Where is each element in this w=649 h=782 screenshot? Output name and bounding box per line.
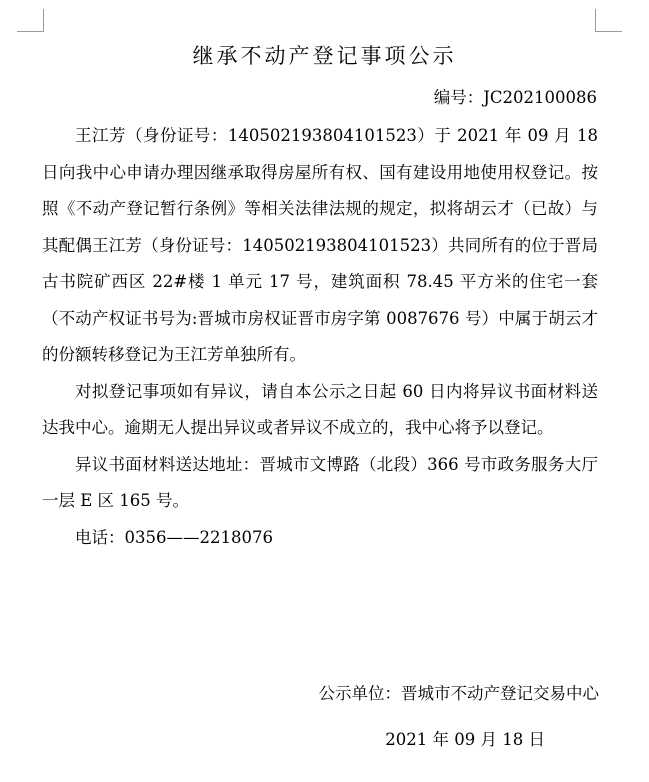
- contact-phone: 电话：0356——2218076: [75, 527, 273, 547]
- document-body: [42, 118, 598, 556]
- publication-date: 2021 年 09 月 18 日: [385, 730, 545, 749]
- document-title: 继承不动产登记事项公示: [192, 44, 457, 68]
- crop-mark-top-right: [595, 9, 622, 32]
- paragraph-application: 王江芳（身份证号：140502193804101523）于 2021 年 09 月 18 日向我中心申请办理因继承取得房屋所有权、国有建设用地使用权登记。按照《不动产登记暂行条例》等相关法律法规的规定，拟将胡云才（已故）与其配偶王江芳（身份证号：140502193804101523）共同所有的位于晋局古书院矿西区 22#楼 1 单元 17 号，建筑面积 78.45 平方米的住宅一套（不动产权证书号为:晋城市房权证晋市房字第 0087676 号）中属于胡云才的份额转移登记为王江芳单独所有。: [42, 126, 598, 364]
- document-number: 编号：JC202100086: [433, 88, 597, 107]
- crop-mark-top-left: [17, 9, 44, 32]
- paragraph-objection-address: 异议书面材料送达地址：晋城市文博路（北段）366 号市政务服务大厅一层 E 区 165 号。: [42, 454, 598, 510]
- paragraph-objection-notice: 对拟登记事项如有异议，请自本公示之日起 60 日内将异议书面材料送达我中心。逾期无人提出异议或者异议不成立的，我中心将予以登记。: [42, 381, 598, 437]
- publishing-unit: 公示单位：晋城市不动产登记交易中心: [318, 684, 599, 703]
